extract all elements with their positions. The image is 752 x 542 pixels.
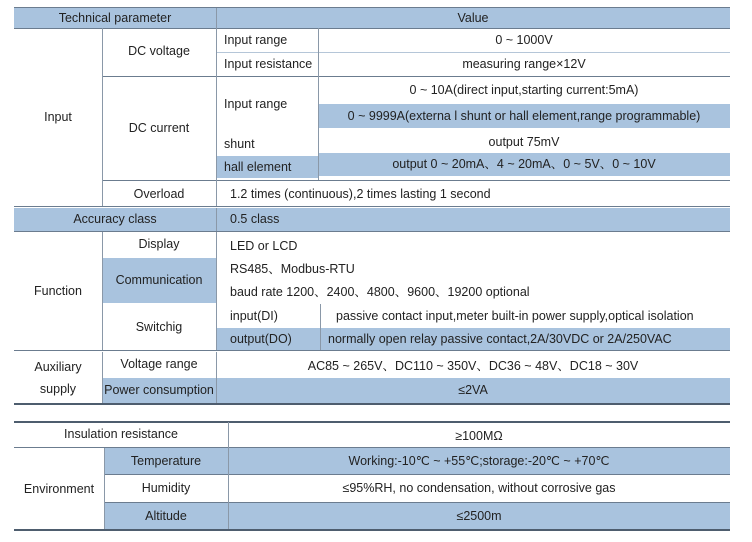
rule — [14, 350, 730, 351]
dc-voltage-label: DC voltage — [128, 43, 190, 58]
rule — [228, 422, 229, 529]
hall-element-label: hall element — [216, 156, 318, 178]
dc-voltage-resistance-value: measuring range×12V — [462, 56, 586, 71]
group-auxiliary-supply — [14, 352, 102, 404]
power-consumption-label: Power consumption — [102, 378, 216, 403]
group-function: Function — [34, 283, 82, 298]
rule — [216, 232, 217, 350]
accuracy-label: Accuracy class — [14, 208, 216, 231]
rule — [14, 231, 730, 232]
rule — [102, 28, 103, 206]
rule — [14, 421, 730, 423]
dc-voltage-range-label: Input range — [224, 32, 288, 47]
rule — [14, 206, 730, 207]
header-technical-parameter: Technical parameter — [58, 10, 172, 25]
voltage-range-value: AC85 ~ 265V、DC110 ~ 350V、DC36 ~ 48V、DC18 ~ 30V — [307, 358, 639, 373]
humidity-value: ≤95%RH, no condensation, without corrosive gas — [342, 481, 616, 496]
display-value: LED or LCD — [230, 238, 298, 253]
rule — [102, 180, 730, 181]
rule — [14, 403, 730, 405]
group-environment: Environment — [23, 481, 95, 496]
dc-current-range-label: Input range — [224, 96, 288, 111]
rule — [216, 52, 730, 53]
group-input: Input — [44, 109, 72, 124]
communication-value-2: baud rate 1200、2400、4800、9600、19200 optional — [230, 284, 530, 299]
auxiliary-line-1: Auxiliary — [34, 359, 82, 374]
temperature-label: Temperature — [104, 448, 228, 474]
power-consumption-value: ≤2VA — [216, 378, 730, 403]
dc-current-label: DC current — [128, 120, 190, 135]
switching-label: Switchig — [135, 319, 183, 334]
altitude-value: ≤2500m — [228, 503, 730, 529]
rule — [14, 7, 730, 8]
dc-current-range-value-1: 0 ~ 10A(direct input,starting current:5mA) — [409, 82, 639, 97]
rule — [102, 232, 103, 350]
rule — [14, 529, 730, 531]
shunt-label: shunt — [224, 136, 255, 151]
humidity-label: Humidity — [141, 481, 191, 496]
do-value: normally open relay passive contact,2A/30VDC or 2A/250VAC — [320, 328, 730, 350]
dc-voltage-resistance-label: Input resistance — [224, 56, 313, 71]
accuracy-value: 0.5 class — [216, 208, 730, 231]
auxiliary-line-2: supply — [39, 382, 77, 396]
rule — [320, 304, 321, 350]
rule — [104, 448, 105, 529]
communication-value-1: RS485、Modbus-RTU — [230, 261, 355, 276]
rule — [104, 474, 730, 475]
rule — [318, 28, 319, 180]
rule — [216, 208, 217, 231]
display-label: Display — [138, 236, 180, 251]
rule — [102, 352, 103, 403]
altitude-label: Altitude — [104, 503, 228, 529]
dc-voltage-range-value: 0 ~ 1000V — [495, 32, 553, 47]
rule — [216, 352, 217, 403]
overload-value: 1.2 times (continuous),2 times lasting 1 second — [230, 186, 491, 201]
header-value: Value — [457, 10, 489, 25]
insulation-value: ≥100MΩ — [455, 428, 503, 443]
overload-label: Overload — [133, 186, 185, 201]
shunt-value: output 75mV — [488, 134, 560, 149]
di-label: input(DI) — [230, 308, 278, 323]
hall-element-value: output 0 ~ 20mA、4 ~ 20mA、0 ~ 5V、0 ~ 10V — [318, 153, 730, 176]
rule — [14, 447, 730, 448]
temperature-value: Working:-10℃ ~ +55℃;storage:-20℃ ~ +70℃ — [228, 448, 730, 474]
voltage-range-label: Voltage range — [120, 356, 198, 371]
rule — [216, 8, 217, 206]
do-label: output(DO) — [216, 328, 320, 350]
insulation-label: Insulation resistance — [64, 426, 178, 441]
rule — [14, 28, 730, 29]
communication-label: Communication — [102, 258, 216, 303]
dc-current-range-value-2: 0 ~ 9999A(externa l shunt or hall element,range programmable) — [318, 104, 730, 128]
rule — [104, 502, 730, 503]
rule — [102, 76, 730, 77]
di-value: passive contact input,meter built-in power supply,optical isolation — [336, 308, 694, 323]
